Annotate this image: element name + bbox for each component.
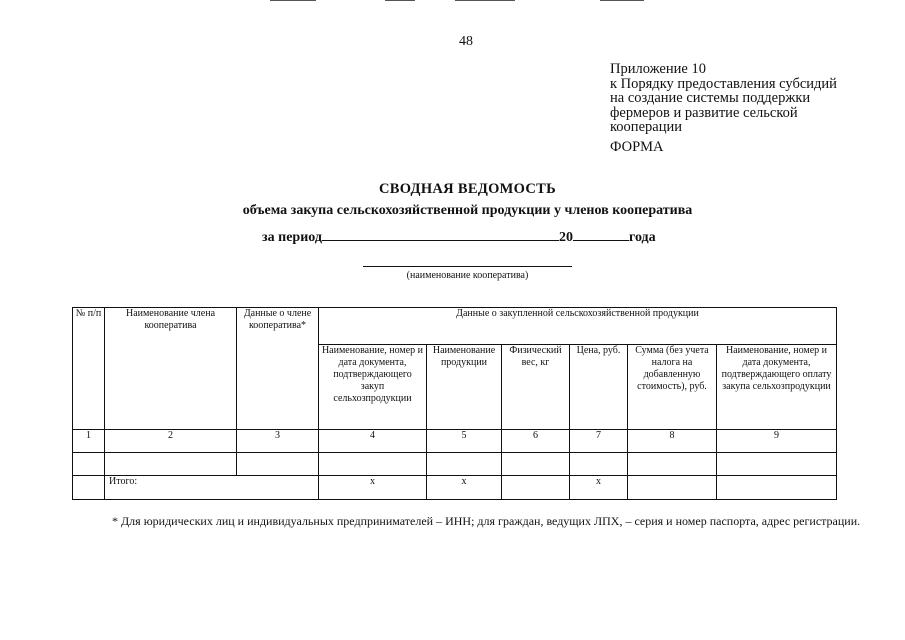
header-number: № п/п [73, 308, 105, 430]
table-cell[interactable] [628, 453, 717, 476]
cooperative-name-caption: (наименование кооператива) [406, 270, 529, 281]
total-cell[interactable] [628, 476, 717, 500]
total-cell[interactable] [717, 476, 837, 500]
header-member-name: Наименование члена кооператива [105, 308, 237, 430]
cooperative-name-line [363, 266, 572, 267]
scan-artifact-line [270, 0, 316, 1]
appendix-reference-line: фермеров и развитие сельской [610, 104, 798, 121]
table-cell[interactable] [427, 453, 502, 476]
table-cell[interactable] [237, 453, 319, 476]
scan-top-edge [0, 0, 905, 4]
header-purchased-group: Данные о закупленной сельскохозяйственной продукции [319, 308, 837, 345]
appendix-reference-line: на создание системы поддержки [610, 90, 811, 106]
document-title: СВОДНАЯ ВЕДОМОСТЬ [378, 181, 557, 197]
appendix-title: Приложение 10 [610, 61, 706, 77]
header-member-data: Данные о члене кооператива* [237, 308, 319, 430]
table-cell[interactable] [105, 453, 237, 476]
header-purchase-document: Наименование, номер и дата документа, подтверждающего закуп сельхозпродукции [319, 345, 427, 430]
scan-artifact-line [455, 0, 515, 1]
table-cell[interactable] [570, 453, 628, 476]
period-line [262, 228, 656, 246]
total-cell: х [427, 476, 502, 500]
column-number: 5 [427, 430, 502, 453]
table-row [73, 453, 837, 476]
year-suffix: года [628, 230, 656, 245]
summary-table [72, 307, 837, 500]
column-number: 2 [105, 430, 237, 453]
table-header-row [73, 308, 837, 345]
header-price: Цена, руб. [570, 345, 628, 430]
table-cell[interactable] [319, 453, 427, 476]
header-product-name: Наименование продукции [427, 345, 502, 430]
header-sum: Сумма (без учета налога на добавленную стоимость), руб. [628, 345, 717, 430]
form-label: ФОРМА [610, 139, 664, 155]
appendix-reference-line: к Порядку предоставления субсидий [610, 75, 837, 92]
header-payment-document: Наименование, номер и дата документа, подтверждающего оплату закупа сельхозпродукции [717, 345, 837, 430]
document-subtitle: объема закупа сельскохозяйственной продукции у членов кооператива [242, 203, 693, 218]
total-cell: х [570, 476, 628, 500]
column-number: 3 [237, 430, 319, 453]
total-cell[interactable] [502, 476, 570, 500]
header-weight: Физический вес, кг [502, 345, 570, 430]
column-number: 1 [73, 430, 105, 453]
total-row [73, 476, 837, 500]
scan-artifact-line [385, 0, 415, 1]
column-number: 6 [502, 430, 570, 453]
period-prefix: за период [262, 230, 322, 245]
column-number: 7 [570, 430, 628, 453]
table-cell [73, 476, 105, 500]
total-cell: х [319, 476, 427, 500]
scan-artifact-line [600, 0, 644, 1]
column-number: 8 [628, 430, 717, 453]
footnote: * Для юридических лиц и индивидуальных предпринимателей – ИНН; для граждан, ведущих ЛПХ, – серия и номер паспорта, адрес регистрации. [112, 514, 861, 528]
column-number: 4 [319, 430, 427, 453]
column-number: 9 [717, 430, 837, 453]
table-cell[interactable] [73, 453, 105, 476]
column-number-row [73, 430, 837, 453]
table-cell[interactable] [717, 453, 837, 476]
appendix-block [610, 62, 880, 135]
page-number: 48 [459, 34, 473, 49]
year-blank-field [573, 228, 629, 241]
table-cell[interactable] [502, 453, 570, 476]
period-blank-field [322, 228, 559, 241]
total-label: Итого: [105, 476, 319, 500]
appendix-reference-line: кооперации [610, 119, 682, 135]
year-prefix: 20 [558, 230, 573, 245]
